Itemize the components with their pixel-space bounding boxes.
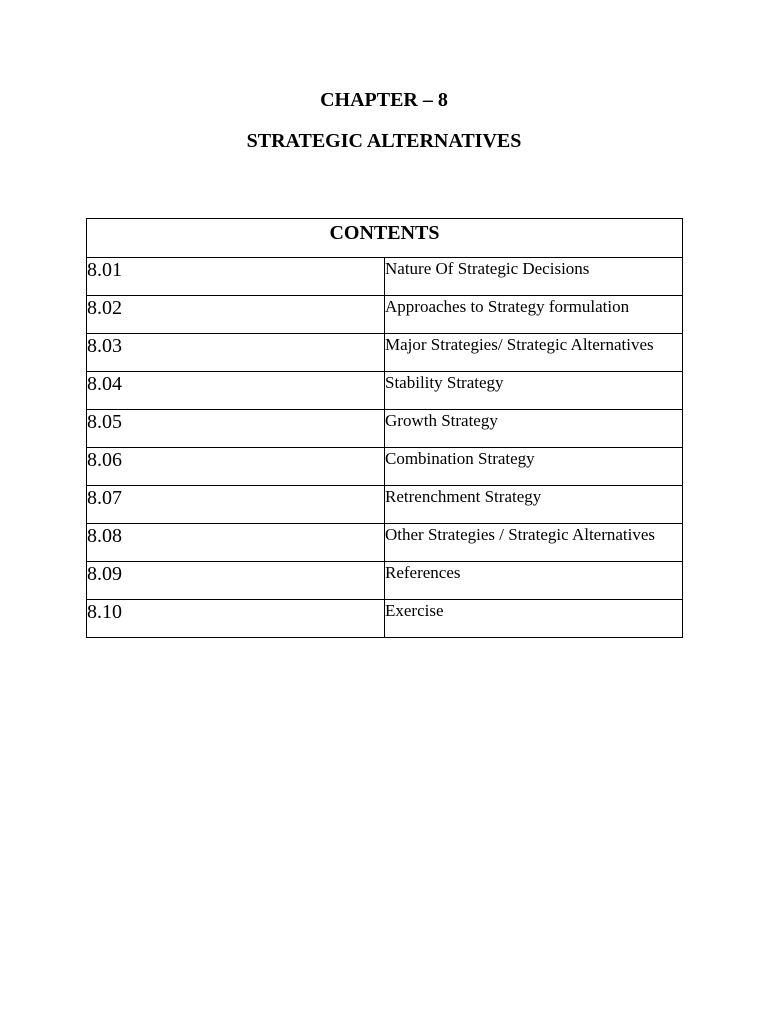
section-number: 8.04 [87, 372, 385, 410]
contents-row [87, 524, 683, 562]
section-number: 8.09 [87, 562, 385, 600]
section-title: Exercise [385, 600, 683, 638]
contents-row [87, 334, 683, 372]
contents-row [87, 258, 683, 296]
contents-row [87, 562, 683, 600]
section-number: 8.05 [87, 410, 385, 448]
section-title: Other Strategies / Strategic Alternatives [385, 524, 683, 562]
section-number: 8.07 [87, 486, 385, 524]
section-title: Major Strategies/ Strategic Alternatives [385, 334, 683, 372]
section-title: Growth Strategy [385, 410, 683, 448]
section-number: 8.03 [87, 334, 385, 372]
contents-row [87, 448, 683, 486]
contents-table [86, 218, 683, 638]
contents-row [87, 372, 683, 410]
contents-row [87, 600, 683, 638]
chapter-title: STRATEGIC ALTERNATIVES [246, 130, 522, 152]
chapter-heading: CHAPTER – 8 [320, 89, 448, 111]
section-title: Retrenchment Strategy [385, 486, 683, 524]
section-number: 8.06 [87, 448, 385, 486]
section-title: Nature Of Strategic Decisions [385, 258, 683, 296]
contents-header: CONTENTS [87, 219, 683, 258]
section-title: Approaches to Strategy formulation [385, 296, 683, 334]
contents-row [87, 410, 683, 448]
section-title: References [385, 562, 683, 600]
section-title: Combination Strategy [385, 448, 683, 486]
contents-row [87, 296, 683, 334]
contents-header-row [87, 219, 683, 258]
section-number: 8.01 [87, 258, 385, 296]
section-number: 8.08 [87, 524, 385, 562]
section-number: 8.10 [87, 600, 385, 638]
section-number: 8.02 [87, 296, 385, 334]
contents-row [87, 486, 683, 524]
section-title: Stability Strategy [385, 372, 683, 410]
